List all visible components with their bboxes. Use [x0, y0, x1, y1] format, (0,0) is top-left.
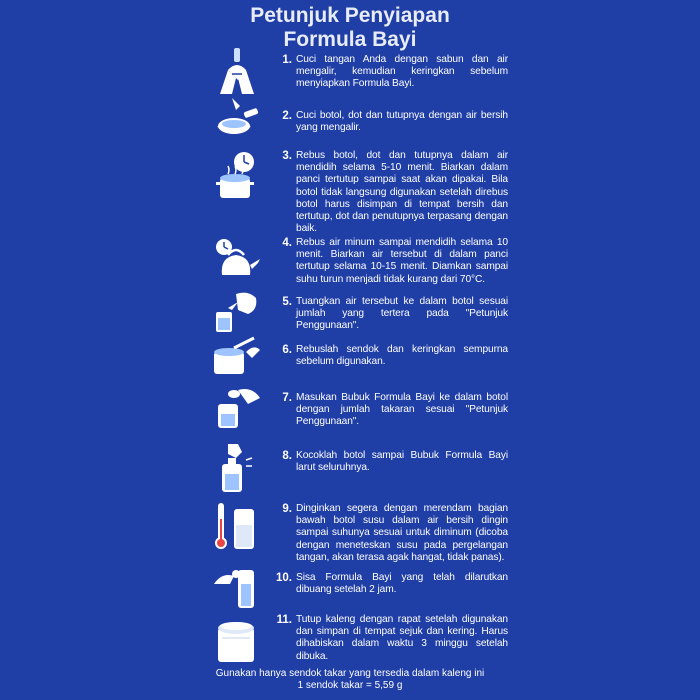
step-number: 6. [282, 344, 292, 356]
spoon-pot-icon [208, 334, 266, 378]
closed-can-icon [208, 614, 266, 664]
step-text: Sisa Formula Bayi yang telah dilarutkan dibuang setelah 2 jam. [296, 572, 508, 596]
scoop-powder-icon [208, 384, 266, 430]
page-title [0, 4, 700, 52]
step-text: Rebus air minum sampai mendidih selama 10 menit. Biarkan air tersebut di dalam panci tertutup selama 10-15 menit. Diamkan sampai suhu turun menjadi tidak kurang dari 70°C. [296, 237, 508, 285]
step-text: Rebuslah sendok dan keringkan sempurna sebelum digunakan. [296, 344, 508, 368]
kettle-timer-icon [208, 237, 266, 279]
bottle-washing-icon [208, 96, 266, 140]
step-text: Cuci botol, dot dan tutupnya dengan air bersih yang mengalir. [296, 110, 508, 134]
step-text: Rebus botol, dot dan tutupnya dalam air mendidih selama 5-10 menit. Biarkan dalam panci tertutup sampai saat akan dipakai. Bila botol tidak langsung digunakan setelah direbus botol harus disimpan di tempat bersih dan tertutup, dot dan penutupnya terpasang dengan baik. [296, 150, 508, 235]
step-text: Kocoklah botol sampai Bubuk Formula Bayi larut seluruhnya. [296, 450, 508, 474]
scoop-note-line-2: 1 sendok takar = 5,59 g [297, 680, 403, 691]
step-number: 2. [282, 110, 292, 122]
shake-bottle-icon [208, 440, 266, 494]
scoop-note [180, 668, 520, 692]
step-number: 10. [276, 572, 292, 584]
step-text: Tuangkan air tersebut ke dalam botol sesuai jumlah yang tertera pada "Petunjuk Penggunaan". [296, 296, 508, 332]
title-line-1: Petunjuk Penyiapan [250, 4, 450, 27]
step-number: 5. [282, 296, 292, 308]
step-number: 8. [282, 450, 292, 462]
pouring-kettle-icon [208, 288, 266, 334]
step-number: 1. [282, 54, 292, 66]
step-number: 4. [282, 237, 292, 249]
step-number: 9. [282, 503, 292, 515]
boiling-pot-icon [208, 150, 266, 204]
title-line-2: Formula Bayi [283, 28, 417, 51]
step-number: 7. [282, 392, 292, 404]
step-text: Cuci tangan Anda dengan sabun dan air mengalir, kemudian keringkan sebelum menyiapkan Formula Bayi. [296, 54, 508, 90]
step-text: Masukan Bubuk Formula Bayi ke dalam botol dengan jumlah takaran sesuai "Petunjuk Penggunaan". [296, 392, 508, 428]
step-number: 3. [282, 150, 292, 162]
scoop-note-line-1: Gunakan hanya sendok takar yang tersedia dalam kaleng ini [215, 668, 485, 679]
step-number: 11. [276, 614, 292, 626]
thermometer-bottle-icon [208, 501, 266, 553]
discard-bottle-icon [208, 564, 266, 610]
step-text: Tutup kaleng dengan rapat setelah digunakan dan simpan di tempat sejuk dan kering. Harus dihabiskan dalam waktu 3 minggu setelah dibuka. [296, 614, 508, 662]
step-text: Dinginkan segera dengan merendam bagian bawah botol susu dalam air bersih dingin sampai suhunya sesuai untuk diminum (dicoba dengan meneteskan susu pada pergelangan tangan, akan terasa agak hangat, tidak panas). [296, 503, 508, 563]
hand-washing-icon [208, 48, 266, 98]
